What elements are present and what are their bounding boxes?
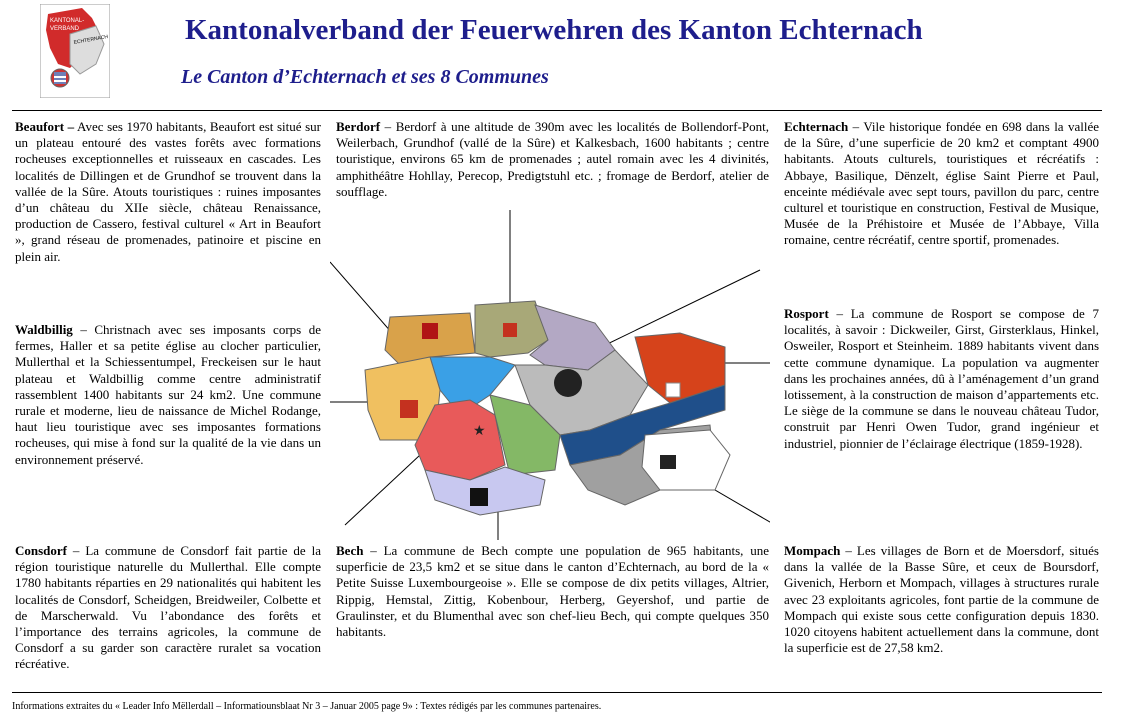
commune-rosport-name: Rosport xyxy=(784,306,829,321)
commune-consdorf xyxy=(15,543,321,673)
connector-consdorf xyxy=(345,455,420,525)
commune-beaufort-text: Avec ses 1970 habitants, Beaufort est situé sur un plateau entouré des vastes forêts avec formations rocheuses exceptionnelles et ruisseaux en cascades. Les localités de Dillingen et de Grundhof se trouvent dans la vallée de la Sûre. Atouts touristiques : ruines imposantes d’un château du XIIe siècle, château Renaissance, production de Cassero, festival culturel « Art in Beaufort », grand réseau de promenades, patinoire et piscine en plein air. xyxy=(15,119,321,264)
commune-mompach xyxy=(784,543,1099,656)
logo-text-line3: ECHTERNACH xyxy=(73,34,109,46)
bech-cross-icon xyxy=(470,488,488,506)
commune-waldbillig-name: Waldbillig xyxy=(15,322,73,337)
commune-consdorf-text: – La commune de Consdorf fait partie de la région touristique naturelle du Mullerthal. Elle compte 1780 habitants réparties en 29 nationalités qui habitent les localités de Consdorf, Scheidgen, Breidweiler, Colbette et de Marscherwald. Vu l’abondance des forêts et l’importance des terrains agricoles, la commune de Consdorf a su garder son caractère ruralet sa vocation récréative. xyxy=(15,543,321,672)
header-divider xyxy=(12,110,1102,111)
commune-rosport xyxy=(784,306,1099,452)
commune-beaufort-name: Beaufort – xyxy=(15,119,75,134)
commune-berdorf xyxy=(336,119,769,200)
berdorf-cross-icon xyxy=(503,323,517,337)
footer-source-note: Informations extraites du « Leader Info Mëllerdall – Informatiounsblaat Nr 3 – Januar 2005 page 9» : Textes rédigés par les communes partenaires. xyxy=(12,701,602,712)
waldbillig-cross-icon xyxy=(400,400,418,418)
commune-waldbillig-text: – Christnach avec ses imposants corps de fermes, Haller et sa petite église au clocher particulier, Mullerthal et la Schiessentumpel, Freckeisen sur le haut plateau et Waldbillig comme centre administratif rassemblent 1400 habitants sur 24 km2. Une commune rurale et moderne, lieu de naissance de Michel Rodange, haut lieu touristique avec ses imposantes formations rocheuses, qui mise à fond sur la qualité de la vie dans un environnement préservé. xyxy=(15,322,321,467)
commune-bech-text: – La commune de Bech compte une population de 965 habitants, une superficie de 23,5 km2 et se situe dans le canton d’Echternach, au bord de la « Petite Suisse Luxembourgeoise ». Elle se compose de dix petits villages, Altrier, Rippig, Hemstal, Zittig, Kobenbour, Herberg, Geyershof, und partie de Graulinster, et du Blumenthal avec son chef-lieu Bech, qui compte quelques 350 habitants. xyxy=(336,543,769,640)
commune-mompach-name: Mompach xyxy=(784,543,841,558)
logo-text-line2: VERBAND xyxy=(50,26,80,32)
logo-text-line1: KANTONAL- xyxy=(50,18,85,24)
consdorf-stars-icon: ★ xyxy=(473,424,486,439)
commune-waldbillig xyxy=(15,322,321,468)
echternach-eagle-icon xyxy=(554,369,582,397)
commune-consdorf-name: Consdorf xyxy=(15,543,68,558)
canton-map xyxy=(330,205,770,540)
logo-coat-of-arms-icon xyxy=(51,69,69,87)
footer-divider xyxy=(12,692,1102,693)
page-title: Kantonalverband der Feuerwehren des Kanton Echternach xyxy=(185,14,923,46)
beaufort-castle-icon xyxy=(422,323,438,339)
mompach-lion-icon xyxy=(660,455,676,469)
logo xyxy=(40,4,110,98)
commune-berdorf-name: Berdorf xyxy=(336,119,381,134)
rosport-cross-icon xyxy=(666,383,680,397)
commune-rosport-text: – La commune de Rosport se compose de 7 localités, à savoir : Dickweiler, Girst, Girsterklaus, Hinkel, Osweiler, Rosport et Steinheim. 1889 habitants vivent dans cette commune dynamique. La population va augmenter dans les prochaines années, dû à l’aménagement d’un grand lotissement, à la construction de maison d’appartements etc. Le siège de la commune se dans le nouveau château Tudor, construit par Henri Owen Tudor, grand ingénieur et industriel, pionnier de l’éclairage électrique (1859-1928). xyxy=(784,306,1099,451)
commune-berdorf-text: – Berdorf à une altitude de 390m avec les localités de Bollendorf-Pont, Weilerbach, Grundhof (vallé de la Sûre) et Kalkesbach, 1600 habitants ; centre touristique, environs 65 km de promenades ; autel romain avec les 4 divinités, amphithéâtre Hohllay, Perecop, Predigtstuhl etc. ; fromage de Berdorf, atelier de soufflage. xyxy=(336,119,769,199)
page-subtitle: Le Canton d’Echternach et ses 8 Communes xyxy=(181,66,549,88)
commune-bech-name: Bech xyxy=(336,543,364,558)
map-region-rosport-bottom xyxy=(642,430,730,490)
connector-beaufort xyxy=(330,262,392,333)
commune-echternach xyxy=(784,119,1099,249)
commune-bech xyxy=(336,543,769,640)
commune-beaufort xyxy=(15,119,321,265)
commune-echternach-name: Echternach xyxy=(784,119,849,134)
commune-echternach-text: – Vile historique fondée en 698 dans la vallée de la Sûre, d’une superficie de 20 km2 et comptant 4900 habitants. Atouts culturels, touristiques et récréatifs : Abbaye, Basilique, Dënzelt, église Saint Pierre et Paul, enceinte médiévale avec sept tours, pavillon du parc, centre culturel et touristique en construction, Festival de Musique, Musée de la Préhistoire et Musée de l’Abbaye, Villa romaine, centre récréatif, centre sportif, promenades. xyxy=(784,119,1099,248)
commune-mompach-text: – Les villages de Born et de Moersdorf, situés dans la vallée de la Basse Sûre, et ceux de Boursdorf, Givenich, Herborn et Mompach, villages à structures rurale avec 23 exploitants agricoles, font partie de la commune de Mompach qui existe sous cette configuration depuis 1830. 1020 citoyens habitent actuellement dans la commune, dont la superficie est de 27,58 km2. xyxy=(784,543,1099,656)
